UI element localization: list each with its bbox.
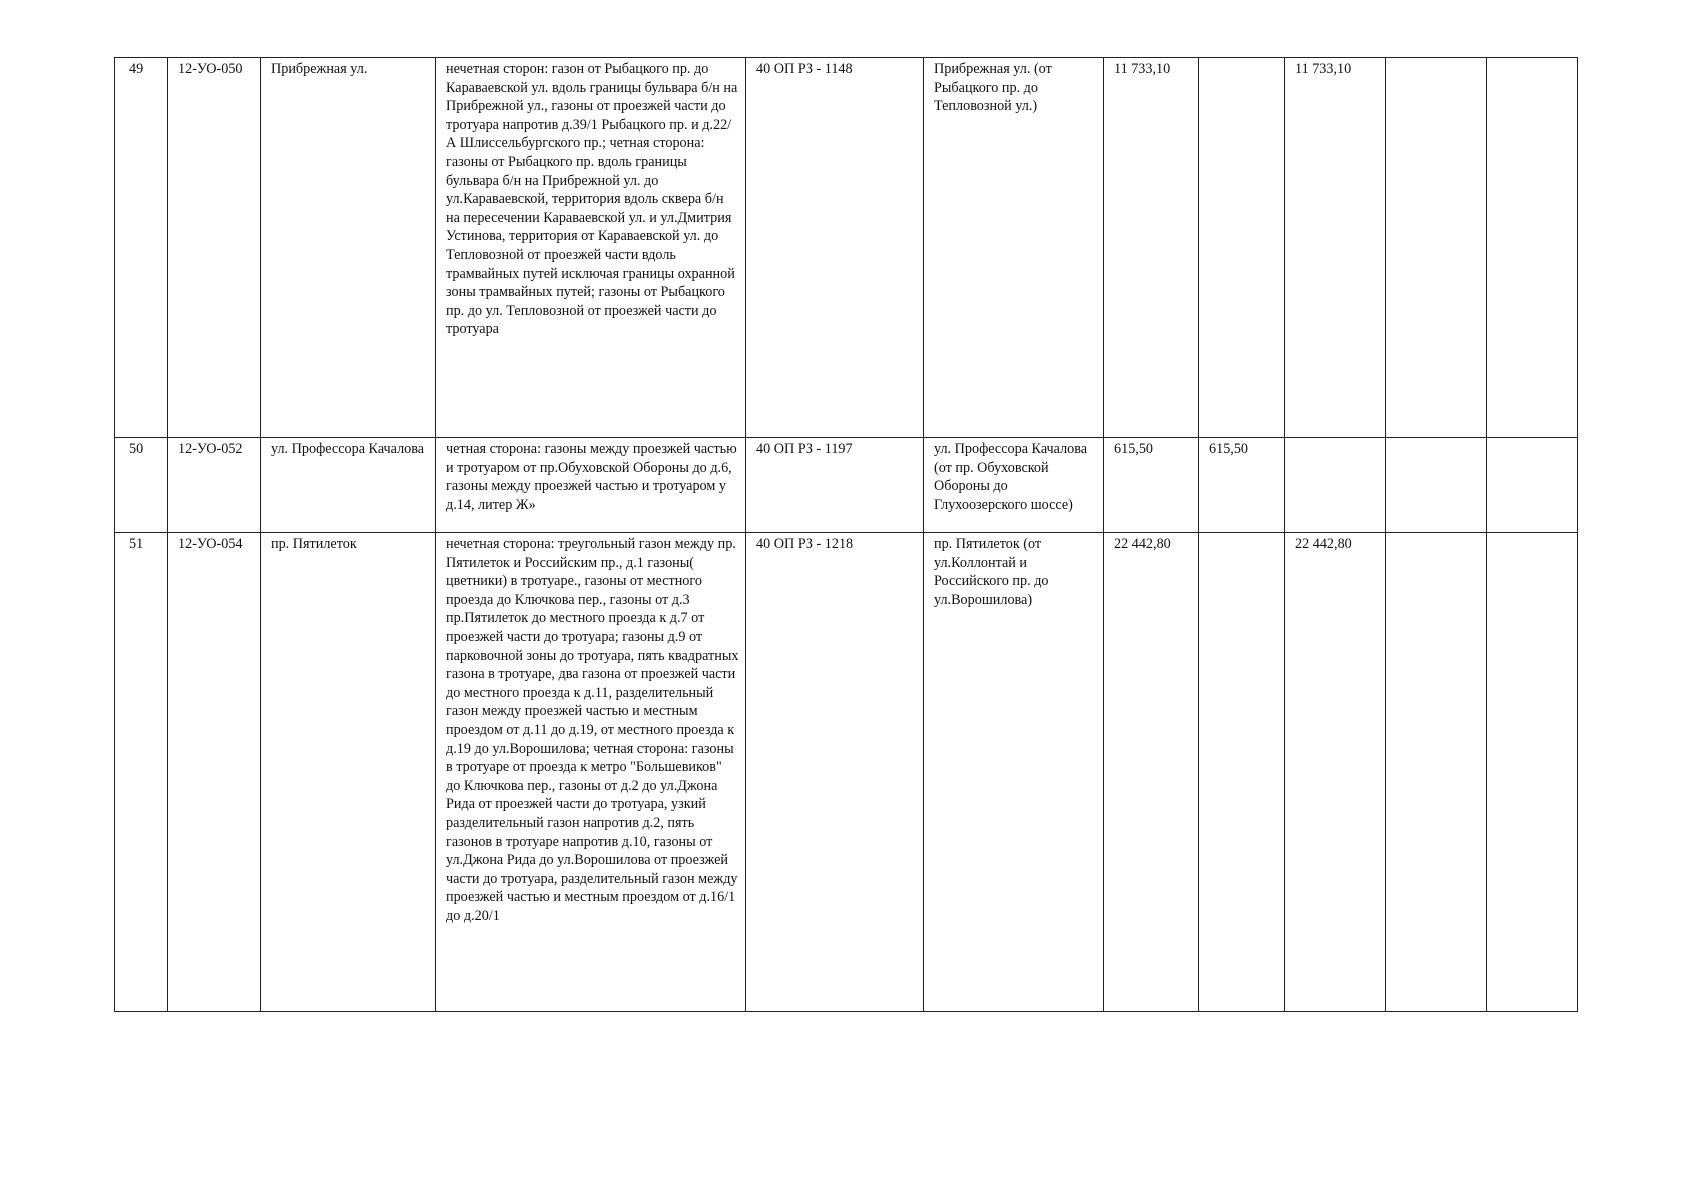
road-id: 40 ОП РЗ - 1218	[746, 533, 924, 1012]
object-name: Прибрежная ул.	[261, 58, 436, 438]
row-number: 49	[115, 58, 168, 438]
area-column-d	[1487, 438, 1578, 533]
road-id: 40 ОП РЗ - 1148	[746, 58, 924, 438]
object-name: ул. Профессора Качалова	[261, 438, 436, 533]
area-column-c	[1386, 438, 1487, 533]
road-name: пр. Пятилеток (от ул.Коллонтай и Российского пр. до ул.Ворошилова)	[924, 533, 1104, 1012]
area-total: 615,50	[1104, 438, 1199, 533]
row-number: 50	[115, 438, 168, 533]
object-description: четная сторона: газоны между проезжей частью и тротуаром от пр.Обуховской Обороны до д.6, газоны между проезжей частью и тротуаром у д.14, литер Ж»	[436, 438, 746, 533]
road-id: 40 ОП РЗ - 1197	[746, 438, 924, 533]
object-description: нечетная сторона: треугольный газон между пр. Пятилеток и Российским пр., д.1 газоны( цветники) в тротуаре., газоны от местного проезда до Ключкова пер., газоны от д.3 пр.Пятилеток до местного проезда к д.7 от проезжей части до тротуара; газоны д.9 от парковочной зоны до тротуара, пять квадратных газона в тротуаре, два газона от проезжей части до местного проезда к д.11, разделительный газон между проезжей частью и местным проездом от д.11 до д.19, от местного проезда к д.19 до ул.Ворошилова; четная сторона: газоны в тротуаре от проезда к метро "Большевиков" до Ключкова пер., газоны от д.2 до ул.Джона Рида от проезжей части до тротуара, узкий разделительный газон напротив д.2, пять газонов в тротуаре напротив д.10, газоны от ул.Джона Рида до ул.Ворошилова от проезжей части до тротуара, разделительный газон между проезжей частью и местным проездом от д.16/1 до д.20/1	[436, 533, 746, 1012]
area-column-a	[1199, 533, 1285, 1012]
area-total: 22 442,80	[1104, 533, 1199, 1012]
road-name: Прибрежная ул. (от Рыбацкого пр. до Тепловозной ул.)	[924, 58, 1104, 438]
area-column-d	[1487, 533, 1578, 1012]
area-column-b: 22 442,80	[1285, 533, 1386, 1012]
object-code: 12-УО-054	[168, 533, 261, 1012]
row-number: 51	[115, 533, 168, 1012]
table-row	[115, 533, 1578, 1012]
object-name: пр. Пятилеток	[261, 533, 436, 1012]
area-column-b	[1285, 438, 1386, 533]
green-zones-table	[114, 57, 1578, 1012]
area-total: 11 733,10	[1104, 58, 1199, 438]
area-column-d	[1487, 58, 1578, 438]
road-name: ул. Профессора Качалова (от пр. Обуховской Обороны до Глухоозерского шоссе)	[924, 438, 1104, 533]
area-column-c	[1386, 533, 1487, 1012]
object-code: 12-УО-052	[168, 438, 261, 533]
area-column-a	[1199, 58, 1285, 438]
area-column-b: 11 733,10	[1285, 58, 1386, 438]
table-row	[115, 438, 1578, 533]
object-description: нечетная сторон: газон от Рыбацкого пр. до Караваевской ул. вдоль границы бульвара б/н на Прибрежной ул., газоны от проезжей части до тротуара напротив д.39/1 Рыбацкого пр. и д.22/А Шлиссельбургского пр.; четная сторона: газоны от Рыбацкого пр. вдоль границы бульвара б/н на Прибрежной ул. до ул.Караваевской, территория вдоль сквера б/н на пересечении Караваевской ул. и ул.Дмитрия Устинова, территория от Караваевской ул. до Тепловозной от проезжей части вдоль трамвайных путей исключая границы охранной зоны трамвайных путей; газоны от Рыбацкого пр. до ул. Тепловозной от проезжей части до тротуара	[436, 58, 746, 438]
area-column-c	[1386, 58, 1487, 438]
area-column-a: 615,50	[1199, 438, 1285, 533]
object-code: 12-УО-050	[168, 58, 261, 438]
table-row	[115, 58, 1578, 438]
